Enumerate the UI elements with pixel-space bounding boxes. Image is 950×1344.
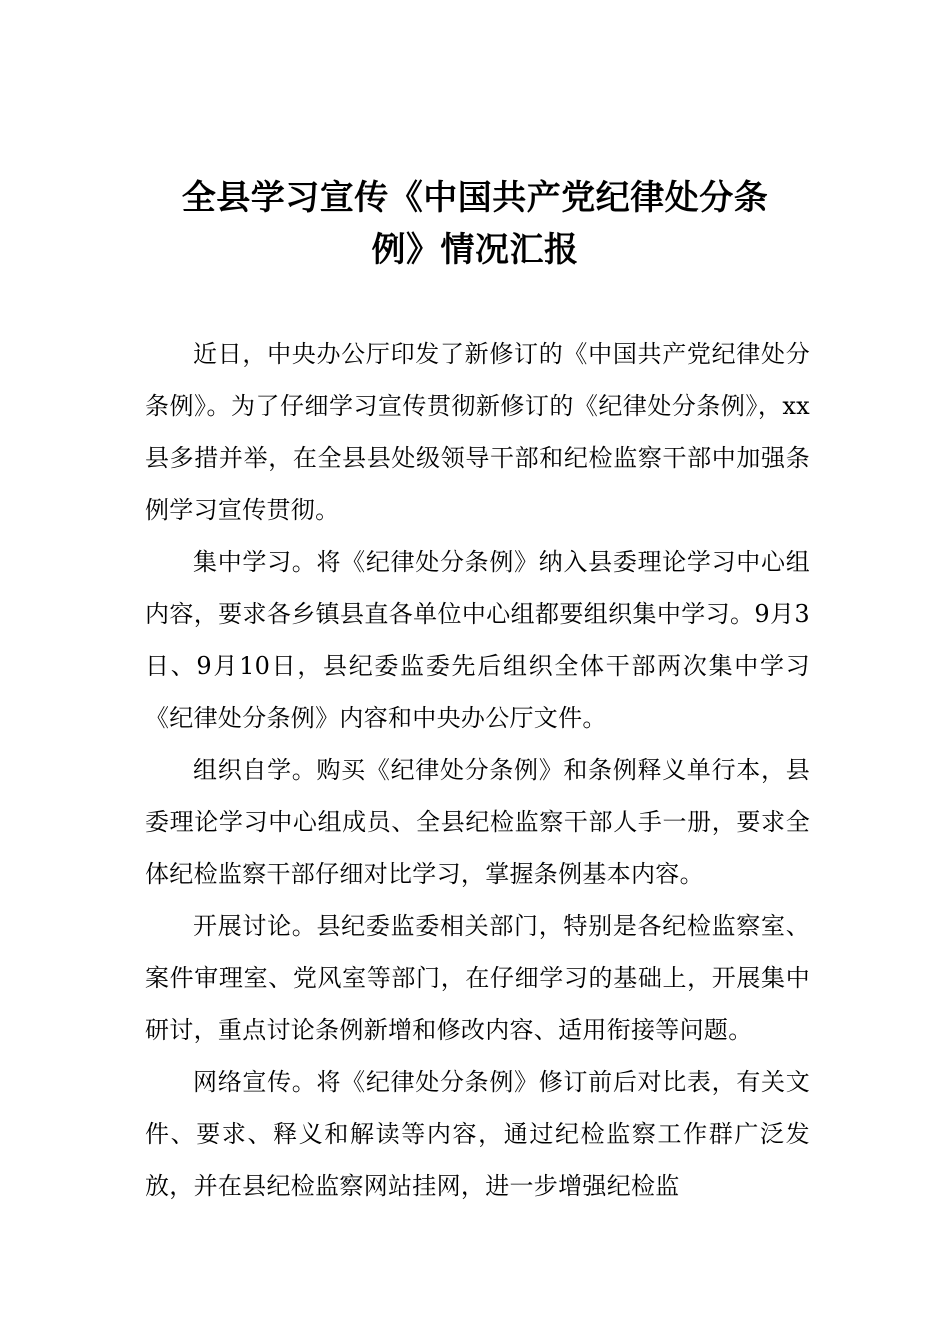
paragraph-online-publicity: 网络宣传。将《纪律处分条例》修订前后对比表，有关文件、要求、释义和解读等内容，通过纪检监察工作群广泛发放，并在县纪检监察网站挂网，进一步增强纪检监 [145, 1068, 810, 1200]
paragraph-self-study: 组织自学。购买《纪律处分条例》和条例释义单行本，县委理论学习中心组成员、全县纪检监察干部人手一册，要求全体纪检监察干部仔细对比学习，掌握条例基本内容。 [145, 756, 810, 888]
paragraph-centralized-study: 集中学习。将《纪律处分条例》纳入县委理论学习中心组内容，要求各乡镇县直各单位中心组都要组织集中学习。9月3日、9月10日，县纪委监委先后组织全体干部两次集中学习《纪律处分条例》内容和中央办公厅文件。 [145, 548, 810, 732]
paragraph-discussion: 开展讨论。县纪委监委相关部门，特别是各纪检监察室、案件审理室、党风室等部门，在仔细学习的基础上，开展集中研讨，重点讨论条例新增和修改内容、适用衔接等问题。 [145, 912, 810, 1044]
document-body [145, 328, 810, 1212]
paragraph-intro: 近日，中央办公厅印发了新修订的《中国共产党纪律处分条例》。为了仔细学习宣传贯彻新修订的《纪律处分条例》，xx县多措并举，在全县县处级领导干部和纪检监察干部中加强条例学习宣传贯彻。 [145, 340, 810, 524]
title-line-2: 例》情况汇报 [371, 230, 579, 270]
document-title [140, 172, 810, 276]
title-line-1: 全县学习宣传《中国共产党纪律处分条 [181, 178, 769, 218]
